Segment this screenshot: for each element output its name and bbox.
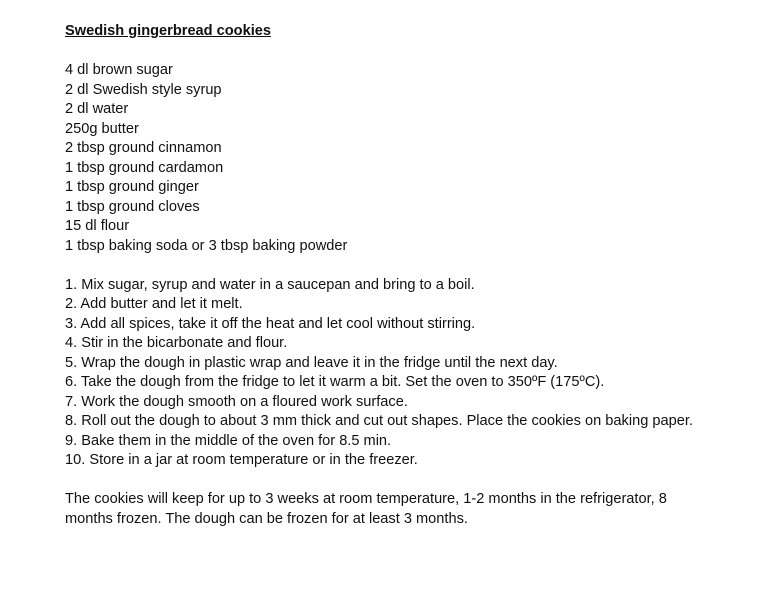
ingredient-item: 1 tbsp ground cardamon bbox=[65, 159, 224, 176]
step-item: 3. Add all spices, take it off the heat and let cool without stirring. bbox=[65, 315, 476, 332]
step-item: 8. Roll out the dough to about 3 mm thick and cut out shapes. Place the cookies on baking paper. bbox=[65, 413, 693, 429]
step-item: 7. Work the dough smooth on a floured work surface. bbox=[65, 393, 408, 410]
ingredient-item: 2 dl water bbox=[65, 101, 129, 117]
ingredient-item: 4 dl brown sugar bbox=[65, 62, 173, 78]
step-item: 10. Store in a jar at room temperature or in the freezer. bbox=[65, 452, 418, 468]
step-item: 2. Add butter and let it melt. bbox=[65, 296, 243, 312]
storage-note: The cookies will keep for up to 3 weeks at room temperature, 1-2 months in the refrigerator, 8 months frozen. The dough can be frozen for at least 3 months. bbox=[65, 491, 667, 527]
step-item: 5. Wrap the dough in plastic wrap and leave it in the fridge until the next day. bbox=[65, 354, 558, 371]
ingredient-item: 250g butter bbox=[65, 120, 139, 137]
step-item: 4. Stir in the bicarbonate and flour. bbox=[65, 335, 288, 351]
ingredient-item: 1 tbsp baking soda or 3 tbsp baking powder bbox=[65, 237, 348, 254]
ingredients-list bbox=[65, 61, 705, 256]
document-page bbox=[65, 22, 705, 529]
step-item: 6. Take the dough from the fridge to let it warm a bit. Set the oven to 350ºF (175ºC). bbox=[65, 374, 605, 390]
ingredient-item: 1 tbsp ground cloves bbox=[65, 198, 200, 215]
ingredient-item: 1 tbsp ground ginger bbox=[65, 179, 199, 195]
step-item: 1. Mix sugar, syrup and water in a saucepan and bring to a boil. bbox=[65, 276, 475, 293]
ingredient-item: 2 dl Swedish style syrup bbox=[65, 81, 222, 98]
ingredient-item: 15 dl flour bbox=[65, 218, 130, 234]
ingredient-item: 2 tbsp ground cinnamon bbox=[65, 140, 222, 156]
steps-list bbox=[65, 276, 705, 471]
recipe-title: Swedish gingerbread cookies bbox=[65, 23, 271, 39]
step-item: 9. Bake them in the middle of the oven for 8.5 min. bbox=[65, 432, 392, 449]
